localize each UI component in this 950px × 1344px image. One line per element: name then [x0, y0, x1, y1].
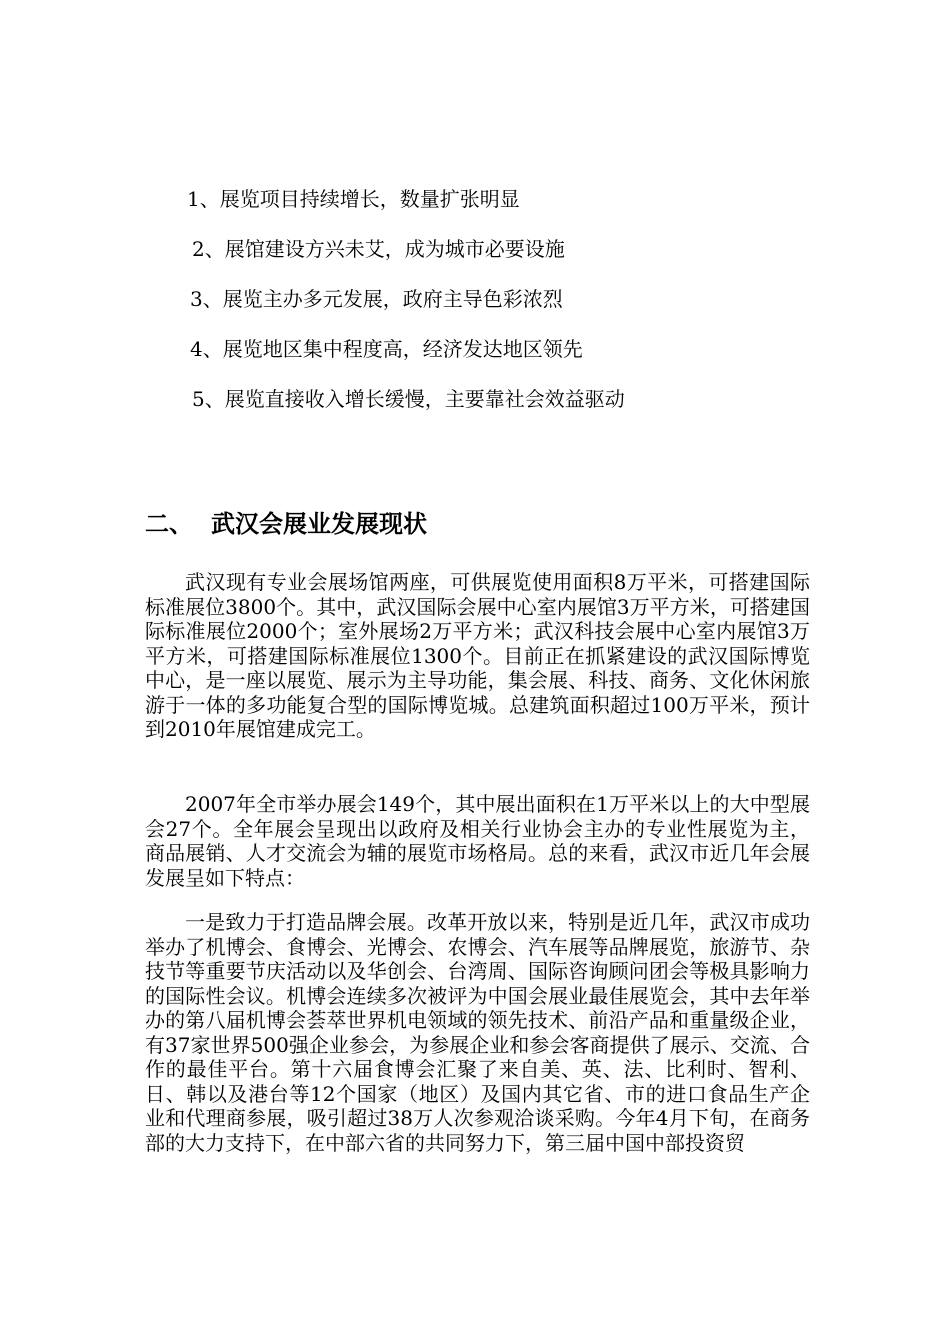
section-heading — [145, 508, 427, 540]
list-item-1: 1、展览项目持续增长，数量扩张明显 — [187, 187, 520, 211]
list-item-2: 2、展馆建设方兴未艾，成为城市必要设施 — [192, 237, 565, 261]
list-item-4: 4、展览地区集中程度高，经济发达地区领先 — [190, 337, 583, 361]
paragraph-1: 武汉现有专业会展场馆两座，可供展览使用面积8万平米，可搭建国际标准展位3800个。其中，武汉国际会展中心室内展馆3万平方米，可搭建国际标准展位2000个；室外展场2万平方米；武汉科技会展中心室内展馆3万平方米，可搭建国际标准展位1300个。目前正在抓紧建设的武汉国际博览中心，是一座以展览、展示为主导功能，集会展、科技、商务、文化休闲旅游于一体的多功能复合型的国际博览城。总建筑面积超过100万平米，预计到2010年展馆建成完工。 — [145, 570, 810, 741]
section-title: 武汉会展业发展现状 — [211, 510, 427, 538]
paragraph-3: 一是致力于打造品牌会展。改革开放以来，特别是近几年，武汉市成功举办了机博会、食博会、光博会、农博会、汽车展等品牌展览，旅游节、杂技节等重要节庆活动以及华创会、台湾周、国际咨询顾问团会等极具影响力的国际性会议。机博会连续多次被评为中国会展业最佳展览会，其中去年举办的第八届机博会荟萃世界机电领域的领先技术、前沿产品和重量级企业，有37家世界500强企业参会，为参展企业和参会客商提供了展示、交流、合作的最佳平台。第十六届食博会汇聚了来自美、英、法、比利时、智利、日、韩以及港台等12个国家（地区）及国内其它省、市的进口食品生产企业和代理商参展，吸引超过38万人次参观洽谈采购。今年4月下旬，在商务部的大力支持下，在中部六省的共同努力下，第三届中国中部投资贸 — [145, 910, 810, 1155]
section-number: 二、 — [145, 510, 193, 538]
list-item-3: 3、展览主办多元发展，政府主导色彩浓烈 — [190, 287, 563, 311]
paragraph-2: 2007年全市举办展会149个，其中展出面积在1万平米以上的大中型展会27个。全年展会呈现出以政府及相关行业协会主办的专业性展览为主，商品展销、人才交流会为辅的展览市场格局。总的来看，武汉市近几年会展发展呈如下特点： — [145, 792, 810, 890]
list-item-5: 5、展览直接收入增长缓慢，主要靠社会效益驱动 — [192, 387, 625, 411]
